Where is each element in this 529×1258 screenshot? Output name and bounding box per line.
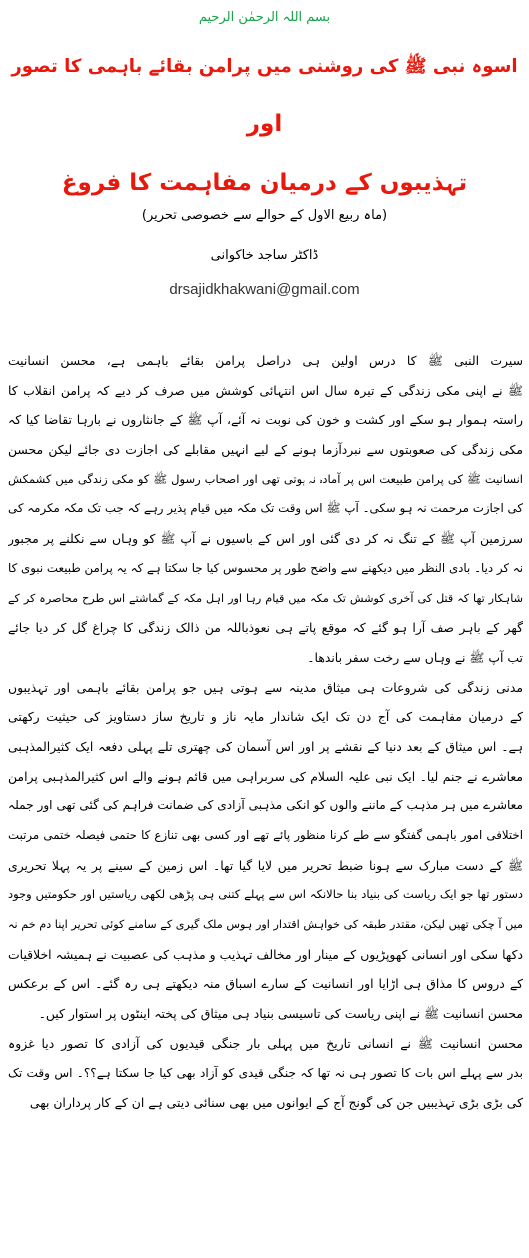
article-line: میں آ چکی تھیں لیکن، مقتدر طبقہ کی خواہش اقتدار اور ہوس ملک گیری کے سامنے کوئی تحریر اپنا دم خم نہ <box>8 918 523 932</box>
article-line: دستور تھا جو ایک ریاست کی بنیاد بنا حالانکہ اس سے پہلے کتنی ہی پڑھی لکھی ریاستیں اور حکومتیں وجود <box>8 887 523 902</box>
article-subtitle: (ماہ ربیع الاول کے حوالے سے خصوصی تحریر) <box>141 208 388 223</box>
article-line: بدر سے پہلے اس بات کا تصور ہی نہ تھا کہ جنگی قیدی کو آزاد بھی کیا جا سکتا ہے؟؟۔ اس وقت تک <box>8 1065 523 1080</box>
author-email: drsajidkhakwani@gmail.com <box>169 281 360 298</box>
article-line: راستہ ہموار ہو سکے اور کشت و خون کی نوبت نہ آئے، آپ ﷺ کے جانثاروں نے بارہا تقاضا کیا کہ <box>8 412 523 428</box>
article-line: نہ کر دیا۔ بادی النظر میں دیکھنے سے واضح طور پر محسوس کیا جا سکتا ہے کہ یہ پرامن طبیعت نبوی کا <box>8 560 523 575</box>
article-line: معاشرے نے جنم لیا۔ ایک نبی علیہ السلام کی سربراہی میں قائم ہونے والے اس کثیرالمذہبی پرامن <box>8 768 523 784</box>
article-line: ہے۔ اس میثاق کے بعد دنیا کے نقشے پر اور اس آسمان کی چھتری تلے پہلی دفعہ ایک کثیرالمذہبی <box>8 738 523 754</box>
bismillah-heading: بسم اللہ الرحمٰن الرحیم <box>198 10 331 25</box>
article-line: شاہکار تھا کہ قتل کی آخری کوشش تک مکہ میں قیام رہا اور اہل مکہ کے گماشتے اس طرح محاصرہ کر کے <box>8 591 523 605</box>
article-line: تب آپ ﷺ نے وہاں سے رخت سفر باندھا۔ <box>307 649 523 665</box>
article-line: کی اجازت مرحمت نہ ہو سکی۔ آپ ﷺ اس وقت تک مکہ میں قیام پذیر رہے کہ جب تک مکہ مکرمہ کی <box>8 501 523 516</box>
article-line: ﷺ نے اپنی مکی زندگی کے تیرہ سال اس انتہائی کوشش میں صرف کر دیے کہ پرامن انقلاب کا <box>8 382 523 398</box>
article-title-line-1: اسوہ نبی ﷺ کی روشنی میں پرامن بقائے باہمی کا تصور <box>11 56 518 77</box>
article-line: محسن انسانیت ﷺ نے اپنی ریاست کی تاسیسی بنیاد ہی میثاق کی پختہ اینٹوں پر استوار کیں۔ <box>38 1006 523 1022</box>
article-line: گھر کے باہر صف آرا ہو گئے کہ موقع پاتے ہی نعوذباللہ من ذالک زندگی کا چراغ گل کر دیا جائے <box>8 620 523 636</box>
article-line: سرزمین آپ ﷺ کے تنگ نہ کر دی گئی اور اس کے باسیوں نے آپ ﷺ کو وہاں سے نکلنے پر مجبور <box>8 531 523 547</box>
article-line: کی بڑی بڑی تہذیبیں جن کی گونج آج کے ایوانوں میں بھی سنائی دیتی ہے ان کے کار پرداران بھی <box>29 1095 523 1111</box>
article-line: ﷺ کے دست مبارک سے ہونا ضبط تحریر میں لایا گیا تھا۔ اس زمین کے سینے پر یہ پہلا تحریری <box>8 857 523 873</box>
author-name: ڈاکٹر ساجد خاکوانی <box>210 248 319 263</box>
article-line: انسانیت ﷺ کی پرامن طبیعت اس پر آمادہ نہ ہوتی تھی اور اصحاب رسول ﷺ کو مکی زندگی میں کشمکش <box>8 471 523 486</box>
article-line: مکی زندگی کی صعوبتوں سے نبردآزما ہونے کے لیے انہیں مقابلے کی اجازت دی جائے لیکن محسن <box>8 442 523 458</box>
article-line: اختلافی امور باہمی گفتگو سے طے کرنا منظور پائے تھے اور کسی بھی تنازع کا حتمی فیصلہ ختمی مرتبت <box>8 828 523 842</box>
article-line: محسن انسانیت ﷺ نے انسانی تاریخ میں پہلی بار جنگی قیدیوں کی آزادی کا تصور دیا غزوہ <box>8 1035 523 1051</box>
article-line: کے درمیان مفاہمت کی آج دن تک ایک شاندار مایہ ناز و تاریخ ساز دستاویز کی حیثیت رکھتی <box>8 709 523 725</box>
article-title-line-2: اور <box>246 111 283 137</box>
article-body <box>8 346 523 1118</box>
article-line: سیرت النبی ﷺ کا درس اولین ہی دراصل پرامن بقائے باہمی ہے، محسن انسانیت <box>8 353 523 368</box>
article-title-line-3: تہذیبوں کے درمیان مفاہمت کا فروغ <box>61 170 468 196</box>
article-line: مدنی زندگی کی شروعات ہی میثاق مدینہ سے ہوتی ہیں جو پرامن بقائے باہمی اور تہذیبوں <box>8 679 523 695</box>
article-line: کے دروس کا مذاق ہی اڑایا اور انسانیت کے سارے اسباق منہ دیکھتے ہی رہ گئے۔ اس کے برعکس <box>8 976 523 992</box>
article-line: معاشرے میں ہر مذہب کے ماننے والوں کو انکی مذہبی آزادی کی ضمانت فراہم کی گئی تھی اور جملہ <box>8 798 523 813</box>
article-line: دکھا سکی اور انسانی کھوپڑیوں کے مینار اور مخالف تہذیب و مذہب کی عصبیت نے ہمیشہ اخلاقیات <box>8 946 523 962</box>
